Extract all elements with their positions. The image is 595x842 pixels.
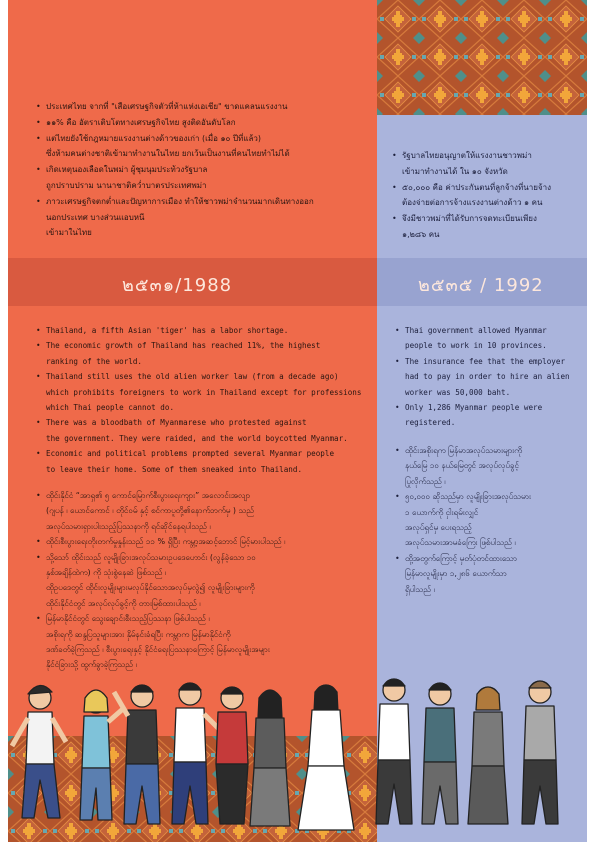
english-left-item: • Thailand still uses the old alien worker law (from a decade ago) which prohibits foreigners to work in Thailand except for professions which Thai people cannot do. — [36, 369, 366, 415]
thai-right-item: • ๕๐,๐๐๐ คือ ค่าประกันตนที่ลูกจ้างที่นายจ้าง ต้องจ่ายต่อการจ้างแรงงานต่างด้าว ๑ คน — [392, 180, 580, 212]
dancing-people-illustration — [8, 668, 587, 842]
person-figure — [12, 679, 558, 830]
myanmar-right-item: • ထိုင်းအစိုးရက မြန်မာအလုပ်သမားများကို နယ်မြေ ၁၀ နယ်မြေတွင် အလုပ်လုပ်ခွင့် ပြုလိုက်သည် ၊ — [395, 443, 580, 489]
english-right-item: • The insurance fee that the employer had to pay in order to hire an alien worker was 50,000 baht. — [395, 354, 580, 400]
woven-pattern-top — [377, 0, 587, 115]
myanmar-text-left — [36, 488, 366, 673]
thai-left-item: • ประเทศไทย จากที่ "เสือเศรษฐกิจตัวที่ห้าแห่งเอเชีย" ขาดแคลนแรงงาน — [36, 99, 366, 115]
english-left-item: • The economic growth of Thailand has reached 11%, the highest ranking of the world. — [36, 338, 366, 369]
english-text-right — [395, 323, 580, 431]
thai-left-item: • ๑๑% คือ อัตราเติบโตทางเศรษฐกิจไทย สูงติดอันดับโลก — [36, 115, 366, 131]
english-left-item: • Economic and political problems prompted several Myanmar people to leave their home. Some of them sneaked into Thailand. — [36, 446, 366, 477]
thai-text-right — [392, 148, 580, 243]
english-text-left — [36, 323, 366, 477]
thai-text-left — [36, 99, 366, 241]
myanmar-text-right — [395, 443, 580, 597]
year-heading-1992: ๒๕๓๕ / 1992 — [418, 275, 544, 296]
myanmar-left-item: • ထိုင်းနိုင်ငံ “အာရှ၏ ၅ ကောင်မြောက်စီးပွားရေးကျား” အလောင်းအလျာ (ဂျပန် ၊ ယောင်ကောင် ၊ တိုင်ဝမ် နှင့် စင်ကာပူတို့၏နောက်ဘက်မှ ) သည် အလုပ်သမားရှားပါးသည့်ပြဿနာကို ရင်ဆိုင်နေရပါသည် ၊ — [36, 488, 366, 534]
myanmar-left-item: • မြန်မာနိုင်ငံတွင် သွေးချောင်းစီးသည့်ပြဿနာ ဖြစ်ပါသည် ၊ အစိုးရကို ဆန္ဒပြသူများအား နှိမ်နင်းခံရပြီး ကမ္ဘာက မြန်မာနိုင်ငံကို ဒဏ်ခတ်ခဲ့ကြသည် ၊ စီးပွားရေးနှင့် နိုင်ငံရေးပြဿနာကြောင့် မြန်မာလူမျိုးအများ နိုင်ငံခြားသို့ ထွက်ခွာခဲ့ကြသည် ၊ — [36, 611, 366, 673]
thai-left-item: • ภาวะเศรษฐกิจตกต่ำและปัญหาการเมือง ทำให้ชาวพม่าจำนวนมากเดินทางออก นอกประเทศ บางส่วนแอบหนี เข้ามาในไทย — [36, 194, 366, 241]
myanmar-left-item: • သို့သော် ထိုင်းသည် လူမျိုးခြားအလုပ်သမားဥပဒေဟောင်း (လွန်ခဲ့သော ၁၀ နှစ်အချိန်ထဲက) ကို သုံးစွဲနေဆဲ ဖြစ်သည် ၊ ထိုဥပဒေတွင် ထိုင်းလူမျိုးများမလုပ်နိုင်သောအလုပ်မှလွဲ၍ လူမျိုးခြားများကို ထိုင်းနိုင်ငံတွင် အလုပ်လုပ်ခွင့်ကို တားမြစ်ထားပါသည် ၊ — [36, 550, 366, 612]
myanmar-left-item: • ထိုင်းစီးပွားရေးတိုးတက်မှုနှုန်းသည် ၁၁ % ရှိပြီး ကမ္ဘာ့အဆင့်ဘောင် မြင့်မားပါသည် ၊ — [36, 534, 366, 549]
year-heading-1988: ๒๕๓๑/1988 — [122, 275, 233, 296]
thai-left-item: • แต่ไทยยังใช้กฎหมายแรงงานต่างด้าวของเก่า (เมื่อ ๑๐ ปีที่แล้ว) ซึ่งห้ามคนต่างชาติเข้ามาทำงานในไทย ยกเว้นเป็นงานที่คนไทยทำไม่ได้ — [36, 131, 366, 163]
english-left-item: • Thailand, a fifth Asian 'tiger' has a labor shortage. — [36, 323, 366, 338]
english-right-item: • Only 1,286 Myanmar people were registered. — [395, 400, 580, 431]
thai-left-item: • เกิดเหตุนองเลือดในพม่า ผู้ชุมนุมประท้วงรัฐบาล ถูกปราบปราม นานาชาติคว่ำบาตรประเทศพม่า — [36, 162, 366, 194]
thai-right-item: • รัฐบาลไทยอนุญาตให้แรงงานชาวพม่า เข้ามาทำงานได้ ใน ๑๐ จังหวัด — [392, 148, 580, 180]
thai-right-item: • จึงมีชาวพม่าที่ได้รับการจดทะเบียนเพียง ๑,๒๘๖ คน — [392, 211, 580, 243]
myanmar-right-item: • ၅၀,၀၀၀ ဆိုသည်မှာ လူမျိုးခြားအလုပ်သမား ၁ ယောက်ကို ငှါးရမ်းလျှင် အလုပ်ရှင်မှ ပေးရသည့် အလုပ်သမားအာမခံကြေး ဖြစ်ပါသည် ၊ — [395, 489, 580, 551]
english-left-item: • There was a bloodbath of Myanmarese who protested against the government. They were raided, and the world boycotted Myanmar. — [36, 415, 366, 446]
english-right-item: • Thai government allowed Myanmar people to work in 10 provinces. — [395, 323, 580, 354]
myanmar-right-item: • ထို့အတွက်ကြောင့် မှတ်ပုံတင်ထားသော မြန်မာလူမျိုးမှာ ၁,၂၈၆ ယောက်သာ ရှိပါသည် ၊ — [395, 551, 580, 597]
